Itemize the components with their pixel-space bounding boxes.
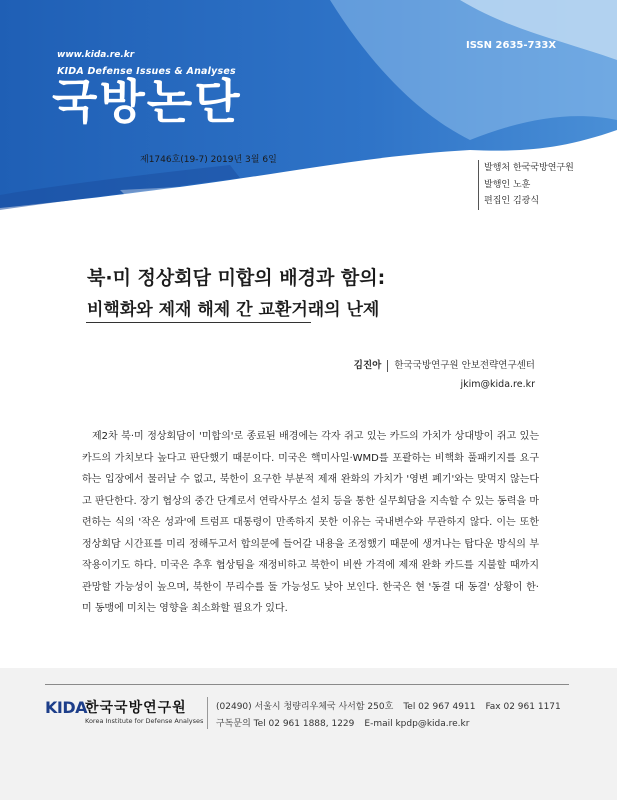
article-subtitle: 비핵화와 제재 해제 간 교환거래의 난제 <box>87 300 380 320</box>
article-abstract: 제2차 북·미 정상회담이 '미합의'로 종료된 배경에는 각자 쥐고 있는 카드의 가치가 상대방이 쥐고 있는 카드의 가치보다 높다고 판단했기 때문이다. 미국은 핵미사일·WMD를 포괄하는 비핵화 풀패키지를 요구하는 입장에서 물러날 수 없고, 북한이 요구한 부분적 제재 완화의 가치가 '영변 폐기'와는 맞먹지 않는다고 판단한다. 장기 협상의 중간 단계로서 연락사무소 설치 등을 통한 실무회담을 지속할 수 있는 동력을 마련하는 식의 '작은 성과'에 트럼프 대통령이 만족하지 못한 이유는 국내변수와 무관하지 않다. 이는 또한 정상회담 시간표를 미리 정해두고서 합의문에 들어갈 내용을 조정했기 때문에 생겨나는 탑다운 방식의 부작용이기도 하다. 미국은 추후 협상팀을 재정비하고 북한이 비싼 가격에 제재 완화 카드를 지불할 때까지 관망할 가능성이 높으며, 북한이 무리수를 둘 가능성도 낮아 보인다. 한국은 현 '동결 대 동결' 상황이 한·미 동맹에 미치는 영향을 최소화할 필요가 있다. <box>82 431 539 614</box>
issuer: 발행인 노훈 <box>484 179 531 190</box>
contact-email[interactable]: E-mail kpdp@kida.re.kr <box>364 719 470 729</box>
editor: 편집인 김광식 <box>484 196 540 206</box>
author-separator <box>387 360 388 372</box>
footer <box>0 668 617 800</box>
contact-line-2 <box>216 716 479 729</box>
publisher: 발행처 한국국방연구원 <box>484 163 574 173</box>
masthead-title: 국방논단 <box>52 75 242 130</box>
article-title: 북·미 정상회담 미합의 배경과 함의: <box>87 267 386 289</box>
publication-info <box>478 160 574 210</box>
logo-divider <box>207 697 208 729</box>
series-name: KIDA Defense Issues & Analyses <box>57 66 236 77</box>
website-url: www.kida.re.kr <box>57 50 135 60</box>
telephone: Tel 02 967 4911 <box>403 702 476 712</box>
fax: Fax 02 961 1171 <box>485 702 561 712</box>
issue-number-date: 제1746호(19-7) 2019년 3월 6일 <box>140 155 277 165</box>
issn-number: ISSN 2635-733X <box>466 40 557 51</box>
contact-line-1 <box>216 699 571 712</box>
subscription-contact: 구독문의 Tel 02 961 1888, 1229 <box>216 719 355 729</box>
author-line <box>354 357 535 372</box>
title-underline <box>86 322 311 323</box>
footer-divider <box>45 684 569 685</box>
kida-logo-korean: 한국국방연구원 <box>85 700 187 716</box>
author-name: 김진아 <box>353 360 382 371</box>
kida-logo-english: Korea Institute for Defense Analyses <box>85 717 204 725</box>
kida-logo-mark: KIDA <box>45 698 88 717</box>
author-affiliation: 한국국방연구원 안보전략연구센터 <box>394 360 535 371</box>
author-email[interactable]: jkim@kida.re.kr <box>460 379 535 390</box>
postal-address: (02490) 서울시 청량리우체국 사서함 250호 <box>216 702 394 712</box>
